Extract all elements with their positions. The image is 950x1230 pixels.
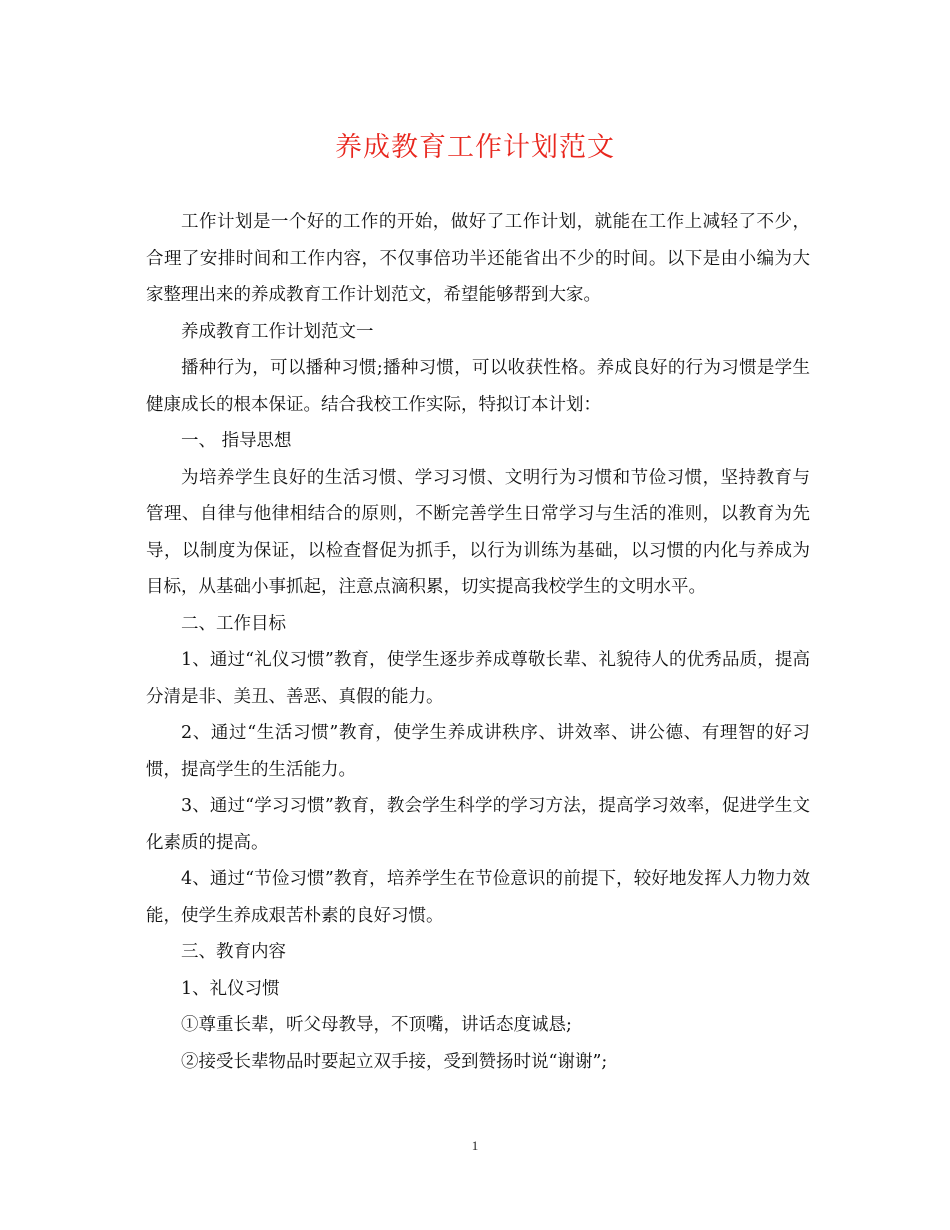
paragraph-guiding-ideology: 为培养学生良好的生活习惯、学习习惯、文明行为习惯和节俭习惯，坚持教育与管理、自律与他律相结合的原则，不断完善学生日常学习与生活的准则，以教育为先导，以制度为保证，以检查督促为抓手，以行为训练为基础，以习惯的内化与养成为目标，从基础小事抓起，注意点滴积累，切实提高我校学生的文明水平。	[146, 467, 810, 597]
document-title: 养成教育工作计划范文	[335, 132, 615, 163]
goal-item-3: 3、通过“学习习惯”教育，教会学生科学的学习方法，提高学习效率，促进学生文化素质的提高。	[146, 796, 810, 853]
document-body	[146, 204, 810, 1080]
goal-item-2: 2、通过“生活习惯”教育，使学生养成讲秩序、讲效率、讲公德、有理智的好习惯，提高学生的生活能力。	[146, 723, 810, 780]
heading-education-content: 三、教育内容	[181, 942, 286, 962]
etiquette-item-1: ①尊重长辈，听父母教导，不顶嘴，讲话态度诚恳;	[181, 1015, 572, 1035]
paragraph-preface: 播种行为，可以播种习惯;播种习惯，可以收获性格。养成良好的行为习惯是学生健康成长的根本保证。结合我校工作实际，特拟订本计划：	[146, 358, 810, 415]
paragraph-intro: 工作计划是一个好的工作的开始，做好了工作计划，就能在工作上减轻了不少，合理了安排时间和工作内容，不仅事倍功半还能省出不少的时间。以下是由小编为大家整理出来的养成教育工作计划范文，希望能够帮到大家。	[146, 212, 810, 305]
page-number: 1	[471, 1138, 479, 1153]
etiquette-item-2: ②接受长辈物品时要起立双手接，受到赞扬时说“谢谢”;	[181, 1051, 608, 1072]
subheading-etiquette-habits: 1、礼仪习惯	[181, 978, 280, 999]
paragraph-section-heading: 养成教育工作计划范文一	[181, 321, 374, 342]
goal-item-1: 1、通过“礼仪习惯”教育，使学生逐步养成尊敬长辈、礼貌待人的优秀品质，提高分清是非、美丑、善恶、真假的能力。	[146, 650, 810, 707]
heading-guiding-ideology: 一、 指导思想	[181, 431, 292, 451]
heading-work-goals: 二、工作目标	[181, 613, 286, 634]
goal-item-4: 4、通过“节俭习惯”教育，培养学生在节俭意识的前提下，较好地发挥人力物力效能，使学生养成艰苦朴素的良好习惯。	[146, 869, 810, 926]
